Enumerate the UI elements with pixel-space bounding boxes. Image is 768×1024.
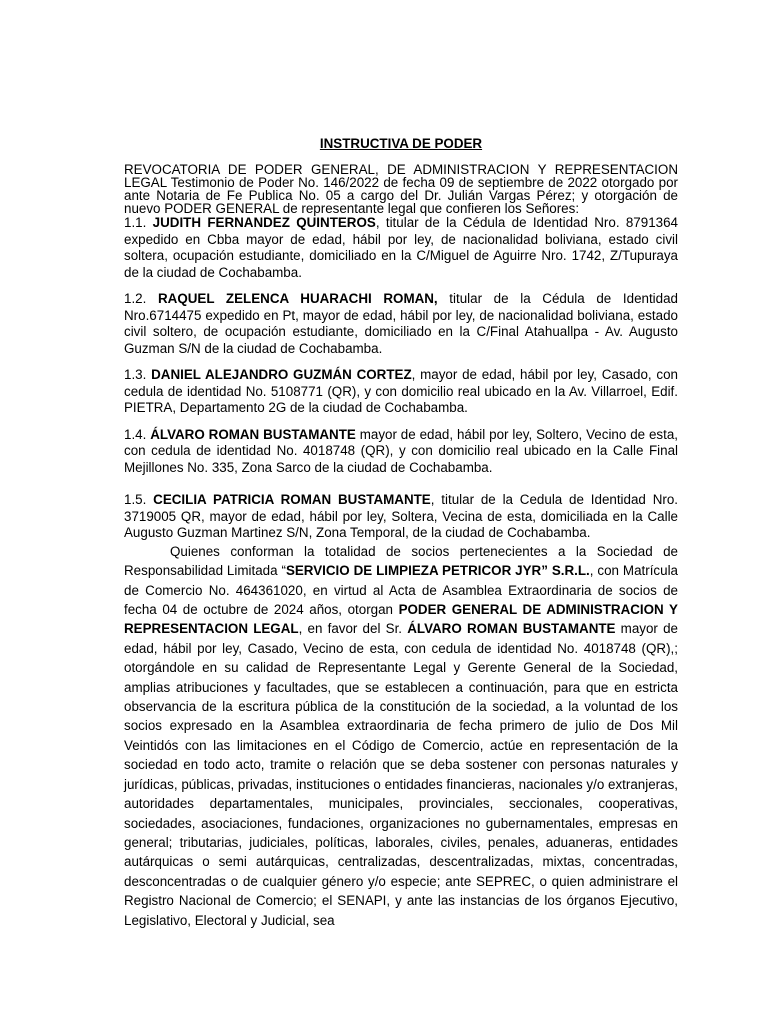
representative-name: ÁLVARO ROMAN BUSTAMANTE <box>407 621 616 637</box>
person-details: titular de la Cédula de Identidad Nro.6714475 expedido en Pt, mayor de edad, hábil por ley, de nacionalidad boliviana, estado civil soltero, de ocupación estudiante, domiciliado en la C/Final Atahuallpa - Av. Augusto Guzman S/N de la ciudad de Cochabamba. <box>124 291 678 356</box>
person-number: 1.2. <box>124 291 158 307</box>
body-text-1: Quienes conforman la totalidad de socios pertenecientes a la Sociedad de Responsabilidad Limitada “ <box>124 543 678 579</box>
person-5 <box>124 492 678 542</box>
person-name: CECILIA PATRICIA ROMAN BUSTAMANTE <box>153 492 431 508</box>
person-number: 1.1. <box>124 215 153 231</box>
document-page <box>124 136 678 930</box>
body-text-4: mayor de edad, hábil por ley, Casado, Vecino de esta, con cedula de identidad No. 4018748 (QR),; otorgándole en su calidad de Representante Legal y Gerente General de la Sociedad, amplias atribuciones y facultades, que se establecen a continuación, para que en estricta observancia de la escritura pública de la constitución de la sociedad, a la voluntad de los socios expresado en la Asamblea extraordinaria de fecha primero de julio de Dos Mil Veintidós con las limitaciones en el Código de Comercio, actúe en representación de la sociedad en todo acto, tramite o relación que se deba sostener con personas naturales y jurídicas, públicas, privadas, instituciones o entidades financieras, nacionales y/o extranjeras, autoridades departamentales, municipales, provinciales, seccionales, cooperativas, sociedades, asociaciones, fundaciones, organizaciones no gubernamentales, empresas en general; tributarias, judiciales, políticas, laborales, civiles, penales, aduaneras, entidades autárquicas o semi autárquicas, centralizadas, descentralizadas, mixtas, concentradas, desconcentradas o de cualquier género y/o especie; ante SEPREC, o quien administrare el Registro Nacional de Comercio; el SENAPI, y ante las instancias de los órganos Ejecutivo, Legislativo, Electoral y Judicial, sea <box>124 621 678 928</box>
person-details: , mayor de edad, hábil por ley, Casado, con cedula de identidad No. 5108771 (QR), y con domicilio real ubicado en la Av. Villarroel, Edif. PIETRA, Departamento 2G de la ciudad de Cochabamba. <box>124 367 679 416</box>
person-number: 1.4. <box>124 426 151 442</box>
person-details: mayor de edad, hábil por ley, Soltero, Vecino de esta, con cedula de identidad No. 4018748 (QR), y con domicilio real ubicado en la Calle Final Mejillones No. 335, Zona Sarco de la ciudad de Cochabamba. <box>124 426 678 475</box>
intro-paragraph: REVOCATORIA DE PODER GENERAL, DE ADMINISTRACION Y REPRESENTACION LEGAL Testimonio de Poder No. 146/2022 de fecha 09 de septiembre de 2022 otorgado por ante Notaria de Fe Publica No. 05 a cargo del Dr. Julián Vargas Pérez; y otorgación de nuevo PODER GENERAL de representante legal que confieren los Señores: <box>124 161 678 217</box>
person-name: RAQUEL ZELENCA HUARACHI ROMAN, <box>157 291 438 307</box>
person-name: JUDITH FERNANDEZ QUINTEROS <box>152 215 376 231</box>
person-3 <box>124 367 678 417</box>
document-title: INSTRUCTIVA DE PODER <box>319 136 483 151</box>
person-details: , titular de la Cédula de Identidad Nro. 8791364 expedido en Cbba mayor de edad, hábil por ley, de nacionalidad boliviana, estado civil soltera, ocupación estudiante, domiciliado en la C/Miguel de Aguirre Nro. 1742, Z/Tupuraya de la ciudad de Cochabamba. <box>124 215 678 280</box>
person-number: 1.3. <box>124 367 152 383</box>
company-name: SERVICIO DE LIMPIEZA PETRICOR JYR” S.R.L. <box>285 563 590 579</box>
body-text-2: , con Matrícula de Comercio No. 464361020, en virtud al Acta de Asamblea Extraordinaria de socios de fecha 04 de octubre de 2024 años, otorgan <box>124 563 678 618</box>
main-paragraph <box>124 542 678 930</box>
person-4 <box>124 427 678 477</box>
person-2 <box>124 291 678 357</box>
person-name: ÁLVARO ROMAN BUSTAMANTE <box>150 426 356 442</box>
person-details: , titular de la Cedula de Identidad Nro. 3719005 QR, mayor de edad, hábil por ley, Soltera, Vecina de esta, domiciliada en la Calle Augusto Guzman Martinez S/N, Zona Temporal, de la ciudad de Cochabamba. <box>124 492 678 541</box>
body-text-3: , en favor del Sr. <box>298 621 408 637</box>
person-name: DANIEL ALEJANDRO GUZMÁN CORTEZ <box>151 367 412 383</box>
person-1 <box>124 215 678 281</box>
person-number: 1.5. <box>124 492 154 508</box>
power-type: PODER GENERAL DE ADMINISTRACION Y REPRESENTACION LEGAL <box>124 602 678 637</box>
